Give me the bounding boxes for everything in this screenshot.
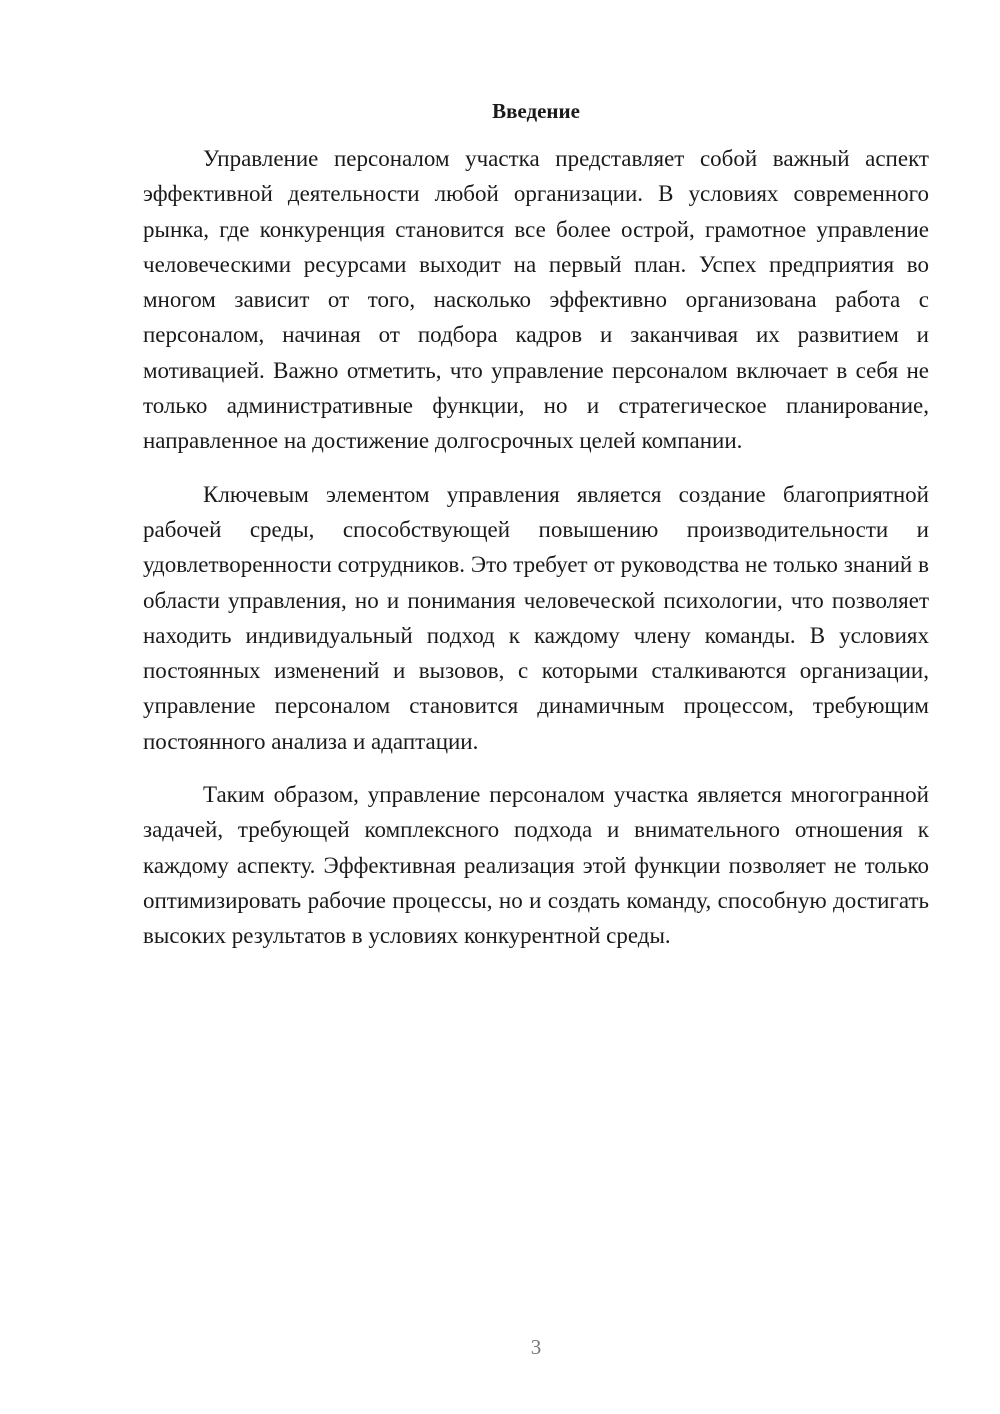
body-text (143, 141, 929, 972)
paragraph-2: Ключевым элементом управления является создание благоприятной рабочей среды, способствующей повышению производительности и удовлетворенности сотрудников. Это требует от руководства не только знаний в области управления, но и понимания человеческой психологии, что позволяет находить индивидуальный подход к каждому члену команды. В условиях постоянных изменений и вызовов, с которыми сталкиваются организации, управление персоналом становится динамичным процессом, требующим постоянного анализа и адаптации. (143, 481, 929, 754)
page-title: Введение (492, 99, 580, 123)
paragraph-3: Таким образом, управление персоналом участка является многогранной задачей, требующей комплексного подхода и внимательного отношения к каждому аспекту. Эффективная реализация этой функции позволяет не только оптимизировать рабочие процессы, но и создать команду, способную достигать высоких результатов в условиях конкурентной среды. (143, 782, 929, 949)
paragraph-1: Управление персоналом участка представляет собой важный аспект эффективной деятельности любой организации. В условиях современного рынка, где конкуренция становится все более острой, грамотное управление человеческими ресурсами выходит на первый план. Успех предприятия во многом зависит от того, насколько эффективно организована работа с персоналом, начиная от подбора кадров и заканчивая их развитием и мотивацией. Важно отметить, что управление персоналом включает в себя не только административные функции, но и стратегическое планирование, направленное на достижение долгосрочных целей компании. (143, 146, 929, 454)
page-number: 3 (530, 1335, 542, 1359)
